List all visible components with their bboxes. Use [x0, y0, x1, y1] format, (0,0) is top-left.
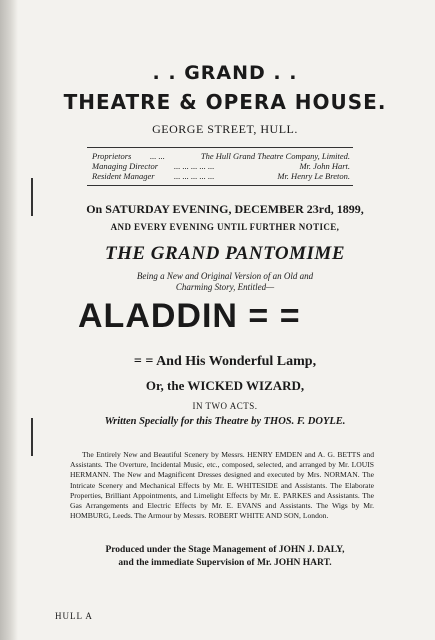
staff-dots: ... ... ... ... ...	[174, 161, 215, 171]
staff-name: Mr. John Hart.	[299, 161, 350, 171]
show-author: Written Specially for this Theatre by THOS. F. DOYLE.	[104, 416, 346, 427]
staff-role: Proprietors	[92, 151, 132, 161]
staff-dots: ... ...	[150, 151, 165, 161]
opening-date: On SATURDAY EVENING, DECEMBER 23rd, 1899,	[86, 202, 364, 216]
show-subtitle: = = And His Wonderful Lamp,	[133, 354, 317, 369]
staff-role: Resident Manager	[92, 171, 155, 181]
theatre-address: GEORGE STREET, HULL.	[152, 122, 298, 136]
show-billing: THE GRAND PANTOMIME	[105, 243, 345, 264]
show-acts: IN TWO ACTS.	[192, 401, 258, 411]
theatre-name-line2: THEATRE & OPERA HOUSE.	[63, 90, 387, 114]
staff-role: Managing Director	[92, 161, 159, 171]
run-notice: AND EVERY EVENING UNTIL FURTHER NOTICE,	[110, 222, 340, 232]
show-description-line2: Charming Story, Entitled—	[175, 282, 275, 292]
divider-bottom	[87, 185, 353, 186]
stage-management	[60, 544, 390, 570]
stage-management-line1: Produced under the Stage Management of JOHN J. DALY,	[105, 545, 345, 555]
staff-dots: ... ... ... ... ...	[174, 171, 215, 181]
staff-name: The Hull Grand Theatre Company, Limited.	[200, 151, 350, 161]
stage-management-line2: and the immediate Supervision of Mr. JOHN HART.	[118, 558, 332, 568]
theatre-name-line1: . . GRAND . .	[152, 62, 298, 84]
staple-top	[31, 178, 33, 216]
binding-edge	[0, 0, 18, 640]
show-title: ALADDIN = =	[78, 297, 301, 335]
printer-signature: HULL A	[55, 611, 93, 621]
production-credits: The Entirely New and Beautiful Scenery by Messrs. HENRY EMDEN and A. G. BETTS and Assistants. The Overture, Incidental Music, etc., composed, selected, and arranged by Mr. LOUIS HERMANN. The New and Magnificent Dresses designed and executed by Mrs. NORMAN. The Intricate Scenery and Mechanical Effects by Mr. E. WHITESIDE and Assistants. The Elaborate Properties, Brilliant Appointments, and Limelight Effects by Mr. E. PARKES and Assistants. The Gas Arrangements and Electric Effects by Mr. E. EVANS and Assistants. The Wigs by Mr. HOMBURG, Leeds. The Armour by Messrs. ROBERT WHITE AND SON, London.	[70, 450, 374, 521]
divider-top	[87, 147, 353, 148]
staple-bottom	[31, 418, 33, 456]
show-description-line1: Being a New and Original Version of an Old and	[136, 271, 314, 281]
show-alt-title: Or, the WICKED WIZARD,	[145, 378, 305, 393]
staff-name: Mr. Henry Le Breton.	[277, 171, 350, 181]
